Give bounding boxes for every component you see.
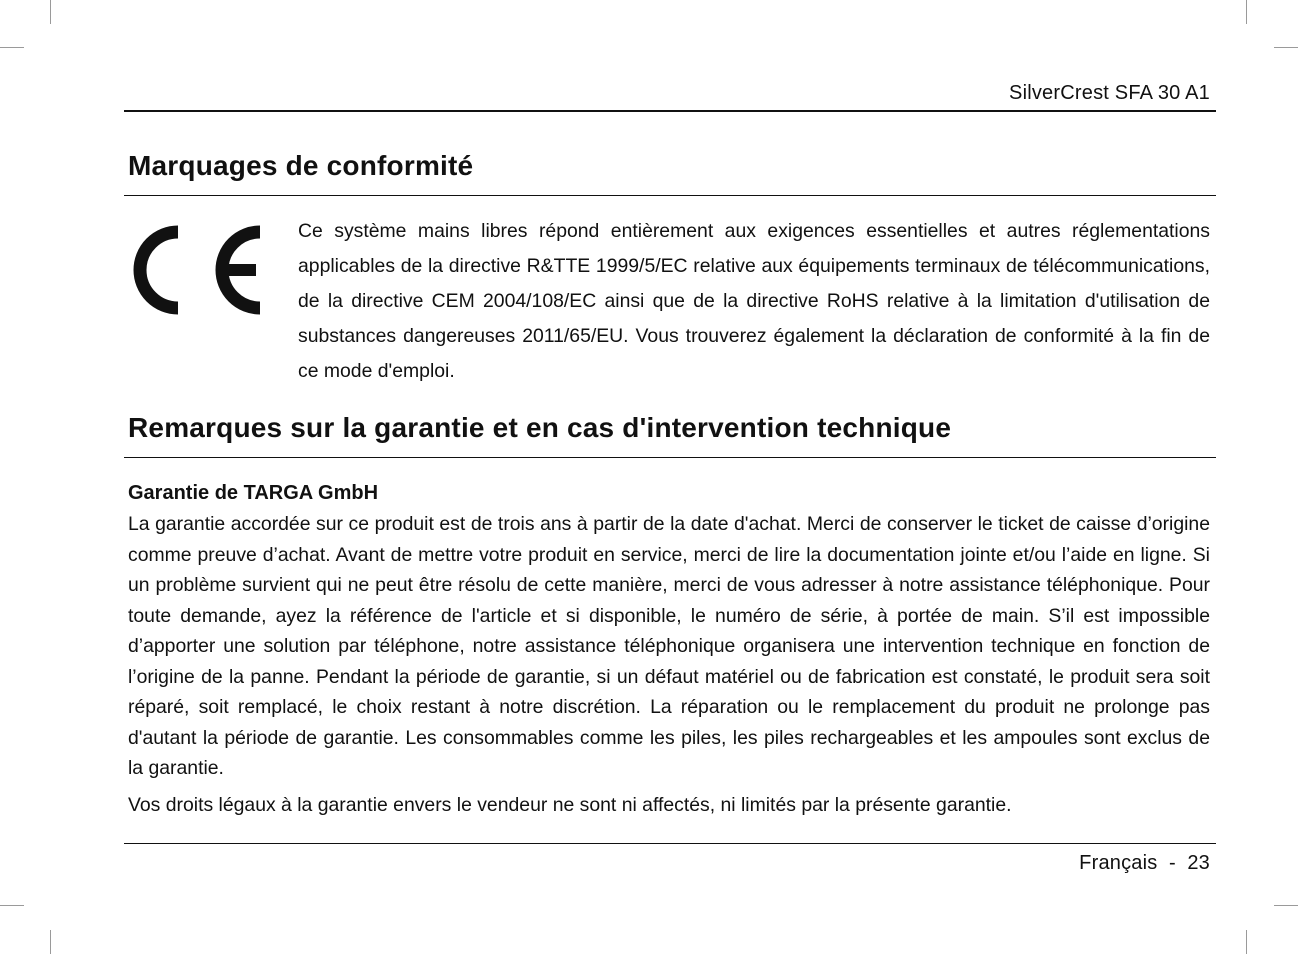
legal-rights-paragraph: Vos droits légaux à la garantie envers le vendeur ne sont ni affectés, ni limités par la présente garantie. <box>128 794 1012 816</box>
crop-mark <box>1274 905 1298 906</box>
section-rule <box>124 195 1216 196</box>
crop-mark <box>1274 47 1298 48</box>
ce-mark-e-bar <box>224 264 256 276</box>
section-title-conformity: Marquages de conformité <box>128 150 474 181</box>
crop-mark <box>50 930 51 954</box>
page-header-product: SilverCrest SFA 30 A1 <box>1009 82 1210 104</box>
ce-mark-c <box>140 232 178 308</box>
conformity-text: Ce système mains libres répond entièrement aux exigences essentielles et autres réglementations applicables de la directive R&TTE 1999/5/EC relative aux équipements terminaux de télécommunications, de la directive CEM 2004/108/EC ainsi que de la directive RoHS relative à la limitation d'utilisation de substances dangereuses 2011/65/EU. Vous trouverez également la déclaration de conformité à la fin de ce mode d'emploi. <box>298 220 1210 382</box>
crop-mark <box>1246 930 1247 954</box>
page-footer-number: Français - 23 <box>1079 852 1210 874</box>
section-title-warranty: Remarques sur la garantie et en cas d'intervention technique <box>128 412 952 443</box>
crop-mark <box>0 47 24 48</box>
crop-mark <box>50 0 51 24</box>
footer-rule <box>124 843 1216 844</box>
header-rule <box>124 110 1216 112</box>
ce-mark-icon <box>126 218 268 322</box>
section-rule <box>124 457 1216 458</box>
warranty-paragraph: La garantie accordée sur ce produit est de trois ans à partir de la date d'achat. Merci de conserver le ticket de caisse d’origine comme preuve d’achat. Avant de mettre votre produit en service, merci de lire la documentation jointe et/ou l’aide en ligne. Si un problème survient qui ne peut être résolu de cette manière, merci de vous adresser à notre assistance téléphonique. Pour toute demande, ayez la référence de l'article et si disponible, le numéro de série, à portée de main. S’il est impossible d’apporter une solution par téléphone, notre assistance téléphonique organisera une intervention technique en fonction de l’origine de la panne. Pendant la période de garantie, si un défaut matériel ou de fabrication est constaté, le produit sera soit réparé, soit remplacé, le choix restant à notre discrétion. La réparation ou le remplacement du produit ne prolonge pas d'autant la période de garantie. Les consommables comme les piles, les piles rechargeables et les ampoules sont exclus de la garantie. <box>128 513 1210 779</box>
crop-mark <box>0 905 24 906</box>
warranty-subtitle: Garantie de TARGA GmbH <box>128 482 379 504</box>
crop-mark <box>1246 0 1247 24</box>
